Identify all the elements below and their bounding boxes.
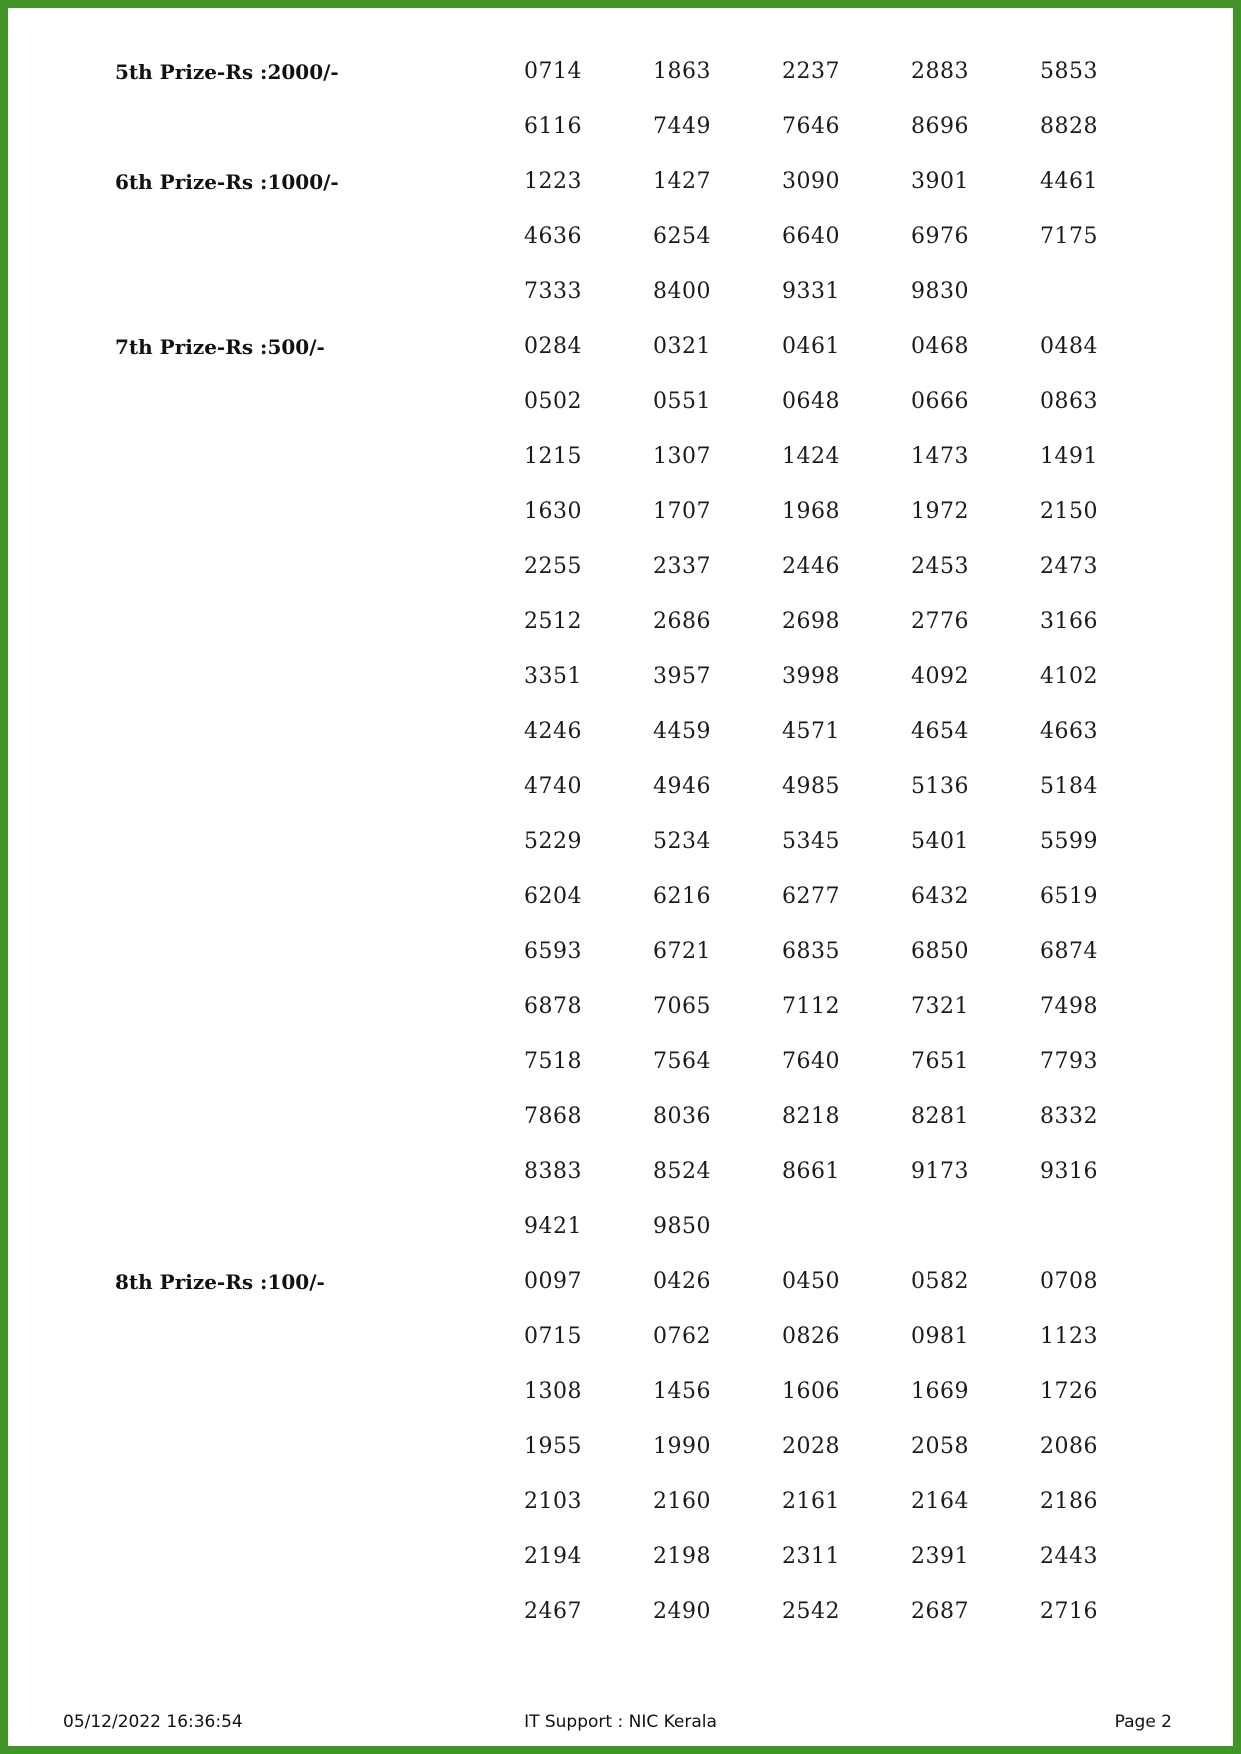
prize-number: 1123 [1040,1324,1098,1349]
prize-number: 6640 [782,224,840,249]
table-row [108,1309,1114,1364]
results-grid [108,44,1114,1639]
prize-number: 1726 [1040,1379,1098,1404]
prize-number: 3901 [911,169,969,194]
table-row [108,99,1114,154]
prize-number: 4636 [524,224,582,249]
prize-number: 7793 [1040,1049,1098,1074]
prize-number: 5136 [911,774,969,799]
prize-number: 8828 [1040,114,1098,139]
prize-number: 2391 [911,1544,969,1569]
prize-number: 7518 [524,1049,582,1074]
prize-number: 4461 [1040,169,1098,194]
prize-number: 4946 [653,774,711,799]
prize-number: 1968 [782,499,840,524]
prize-number: 2776 [911,609,969,634]
prize-number: 1456 [653,1379,711,1404]
prize-number: 2028 [782,1434,840,1459]
prize-number: 4092 [911,664,969,689]
prize-number: 6878 [524,994,582,1019]
prize-number: 6204 [524,884,582,909]
prize-number: 9830 [911,279,969,304]
prize-number: 4571 [782,719,840,744]
prize-number: 0666 [911,389,969,414]
table-row [108,1199,1114,1254]
prize-number: 2467 [524,1599,582,1624]
prize-number: 4246 [524,719,582,744]
prize-number: 1630 [524,499,582,524]
prize-number: 1424 [782,444,840,469]
table-row [108,1089,1114,1144]
prize-number: 6277 [782,884,840,909]
prize-number: 9173 [911,1159,969,1184]
prize-number: 9316 [1040,1159,1098,1184]
prize-number: 9850 [653,1214,711,1239]
prize-number: 2883 [911,59,969,84]
prize-number: 4102 [1040,664,1098,689]
prize-number: 1972 [911,499,969,524]
prize-number: 7646 [782,114,840,139]
prize-number: 1863 [653,59,711,84]
prize-number: 1307 [653,444,711,469]
prize-number: 5853 [1040,59,1098,84]
prize-number: 0981 [911,1324,969,1349]
prize-number: 7333 [524,279,582,304]
prize-number: 6254 [653,224,711,249]
prize-number: 0708 [1040,1269,1098,1294]
table-row [108,1529,1114,1584]
prize-number: 1606 [782,1379,840,1404]
table-row [108,759,1114,814]
prize-number: 7175 [1040,224,1098,249]
prize-number: 9331 [782,279,840,304]
prize-number: 7868 [524,1104,582,1129]
prize-number: 1308 [524,1379,582,1404]
prize-number: 2103 [524,1489,582,1514]
table-row [108,264,1114,319]
prize-number: 8696 [911,114,969,139]
table-row [108,1364,1114,1419]
prize-number: 0426 [653,1269,711,1294]
table-row [108,1419,1114,1474]
prize-number: 2512 [524,609,582,634]
table-row [108,1144,1114,1199]
prize-tier-label: 6th Prize-Rs :1000/- [115,169,339,194]
table-row [108,1254,1114,1309]
prize-number: 0097 [524,1269,582,1294]
prize-number: 1669 [911,1379,969,1404]
prize-number: 2490 [653,1599,711,1624]
prize-number: 3090 [782,169,840,194]
prize-number: 5229 [524,829,582,854]
prize-number: 0461 [782,334,840,359]
table-row [108,1584,1114,1639]
prize-number: 2542 [782,1599,840,1624]
prize-number: 1707 [653,499,711,524]
prize-number: 6432 [911,884,969,909]
prize-number: 0715 [524,1324,582,1349]
prize-tier-label: 8th Prize-Rs :100/- [115,1269,325,1294]
prize-number: 0484 [1040,334,1098,359]
prize-number: 8661 [782,1159,840,1184]
prize-number: 2194 [524,1544,582,1569]
prize-number: 1473 [911,444,969,469]
table-row [108,979,1114,1034]
prize-number: 7651 [911,1049,969,1074]
prize-number: 0648 [782,389,840,414]
prize-number: 2686 [653,609,711,634]
prize-number: 4654 [911,719,969,744]
prize-number: 5345 [782,829,840,854]
prize-number: 4740 [524,774,582,799]
prize-number: 7321 [911,994,969,1019]
prize-number: 2161 [782,1489,840,1514]
footer-support-text: IT Support : NIC Kerala [524,1712,717,1732]
prize-tier-label: 7th Prize-Rs :500/- [115,334,325,359]
table-row [108,704,1114,759]
prize-number: 0826 [782,1324,840,1349]
table-row [108,649,1114,704]
prize-number: 0863 [1040,389,1098,414]
prize-number: 1955 [524,1434,582,1459]
prize-number: 2446 [782,554,840,579]
prize-number: 5234 [653,829,711,854]
prize-number: 7640 [782,1049,840,1074]
prize-number: 6116 [524,114,582,139]
prize-number: 2058 [911,1434,969,1459]
prize-number: 0468 [911,334,969,359]
prize-number: 6721 [653,939,711,964]
prize-number: 2086 [1040,1434,1098,1459]
table-row [108,1034,1114,1089]
table-row [108,924,1114,979]
prize-number: 7449 [653,114,711,139]
prize-number: 2687 [911,1599,969,1624]
prize-number: 8218 [782,1104,840,1129]
prize-number: 5599 [1040,829,1098,854]
prize-number: 3957 [653,664,711,689]
prize-number: 0450 [782,1269,840,1294]
prize-number: 0714 [524,59,582,84]
prize-number: 2443 [1040,1544,1098,1569]
table-row [108,429,1114,484]
prize-number: 8383 [524,1159,582,1184]
prize-number: 4985 [782,774,840,799]
prize-number: 8036 [653,1104,711,1129]
prize-number: 0502 [524,389,582,414]
table-row [108,44,1114,99]
prize-number: 6216 [653,884,711,909]
prize-number: 2150 [1040,499,1098,524]
prize-number: 6835 [782,939,840,964]
prize-number: 2255 [524,554,582,579]
prize-number: 8400 [653,279,711,304]
prize-number: 2453 [911,554,969,579]
prize-number: 2186 [1040,1489,1098,1514]
prize-number: 4663 [1040,719,1098,744]
table-row [108,154,1114,209]
prize-number: 0551 [653,389,711,414]
prize-number: 0582 [911,1269,969,1294]
prize-number: 6874 [1040,939,1098,964]
table-row [108,319,1114,374]
prize-number: 2337 [653,554,711,579]
prize-number: 1215 [524,444,582,469]
prize-number: 1491 [1040,444,1098,469]
table-row [108,484,1114,539]
prize-number: 7564 [653,1049,711,1074]
table-row [108,1474,1114,1529]
prize-number: 0321 [653,334,711,359]
page-footer [16,1706,1225,1732]
table-row [108,814,1114,869]
table-row [108,594,1114,649]
prize-tier-label: 5th Prize-Rs :2000/- [115,59,339,84]
prize-number: 2160 [653,1489,711,1514]
prize-number: 2473 [1040,554,1098,579]
prize-number: 8524 [653,1159,711,1184]
prize-number: 1223 [524,169,582,194]
prize-number: 0762 [653,1324,711,1349]
prize-number: 2164 [911,1489,969,1514]
table-row [108,209,1114,264]
footer-datetime: 05/12/2022 16:36:54 [63,1712,243,1732]
prize-number: 3998 [782,664,840,689]
prize-number: 2198 [653,1544,711,1569]
prize-number: 2698 [782,609,840,634]
prize-number: 3351 [524,664,582,689]
prize-number: 2237 [782,59,840,84]
table-row [108,539,1114,594]
prize-number: 7065 [653,994,711,1019]
prize-number: 5184 [1040,774,1098,799]
prize-number: 6850 [911,939,969,964]
prize-number: 8281 [911,1104,969,1129]
table-row [108,374,1114,429]
prize-number: 4459 [653,719,711,744]
prize-number: 1427 [653,169,711,194]
prize-number: 5401 [911,829,969,854]
prize-number: 9421 [524,1214,582,1239]
prize-number: 3166 [1040,609,1098,634]
prize-number: 6593 [524,939,582,964]
prize-number: 7498 [1040,994,1098,1019]
prize-number: 2716 [1040,1599,1098,1624]
prize-number: 8332 [1040,1104,1098,1129]
prize-number: 6976 [911,224,969,249]
table-row [108,869,1114,924]
prize-number: 1990 [653,1434,711,1459]
prize-number: 2311 [782,1544,840,1569]
prize-number: 7112 [782,994,840,1019]
prize-number: 0284 [524,334,582,359]
footer-page-number: Page 2 [1114,1712,1172,1732]
prize-number: 6519 [1040,884,1098,909]
